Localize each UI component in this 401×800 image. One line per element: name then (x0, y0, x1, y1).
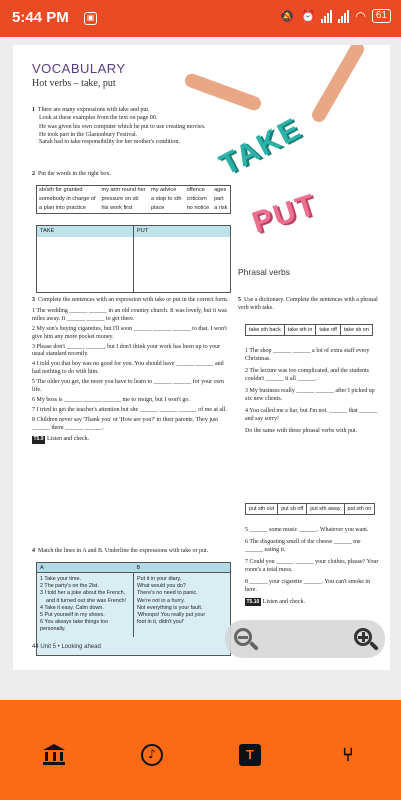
listen-and-check: Listen and check. (47, 435, 90, 442)
word-cell: pressure on sb (101, 196, 139, 202)
ex2-number: 2 (32, 171, 35, 177)
phrasal-chip: take sth back (246, 325, 285, 335)
put-block-art: PUT (248, 188, 322, 240)
match-table (36, 562, 231, 656)
zoom-controls (225, 620, 385, 658)
a-item: 6 You always take things too personally. (40, 619, 109, 633)
signal-icon (321, 10, 332, 23)
ex5-instruction: Use a dictionary. Complete the sentences with a phrasal verb with take. (238, 297, 378, 311)
text-icon[interactable]: T (239, 744, 261, 766)
a-item: and it turned out she was French! (40, 597, 126, 604)
ex3-item: 4 I told you that boy was no good for you. You should have ______ ______ and had nothing to do with him. (32, 361, 224, 376)
ex3-item: 3 Please don't ______ ______, but I don't think your work has been up to your usual standard recently. (32, 343, 221, 358)
exercise-5-items (245, 347, 380, 435)
word-cell: sb/sth for granted (39, 187, 83, 193)
ex1-instruction-2: Look at these examples from the text on page 00. (39, 114, 158, 121)
put-column-cell (134, 237, 230, 293)
column-a (37, 573, 133, 637)
ex1-instruction: There are many expressions with take and put. (37, 107, 150, 113)
phrasal-chip: put sb off (278, 504, 307, 514)
word-cell: somebody in charge of (39, 196, 96, 202)
audio-track-badge: T5.9 (33, 435, 44, 442)
word-cell: his work first (101, 205, 133, 211)
take-block-art: TAKE (214, 111, 308, 182)
zoom-out-button[interactable] (231, 625, 259, 653)
ex3-number: 3 (32, 297, 35, 303)
put-column-header: PUT (137, 228, 149, 234)
signal-2-icon (338, 10, 349, 23)
ex5-item: 3 My business really ______ ______ after I picked up six new clients. (245, 388, 375, 402)
section-title: VOCABULARY (32, 61, 126, 76)
exercise-5-put-items (245, 526, 380, 606)
phrasal-chip: put sth out (246, 504, 278, 514)
exercise-3 (32, 297, 232, 444)
notification-app-icon: ▣ (84, 12, 97, 25)
listen-and-check: Listen and check. (262, 599, 305, 605)
wifi-icon: ◠ (355, 9, 366, 23)
ex5-put-item: 8 ______ your cigarette ______. You can't smoke in here. (245, 579, 371, 593)
ex3-item: 5 The older you get, the more you have to learn to ______ ______ for your own life. (32, 379, 225, 394)
phrasal-chip: take sb on (343, 327, 369, 333)
music-icon[interactable]: ♪ (141, 744, 163, 766)
ex5-put-item: 6 The disgusting smell of the cheese ______ me ______ eating it. (245, 539, 361, 553)
word-cell: place (151, 205, 165, 211)
a-item: 2 The party's on the 2lst. (40, 583, 99, 590)
column-a-header: A (40, 564, 44, 571)
page-footer: 44 Unit 5 • Looking ahead (32, 644, 101, 650)
ex1-number: 1 (32, 107, 35, 113)
b-item: What would you do? (137, 583, 186, 590)
b-item: foot in it, didn't you!' (137, 619, 185, 626)
b-item: Not everything is your fault. (137, 604, 203, 611)
word-cell: no notice (186, 205, 210, 211)
b-item: We're not in a hurry. (137, 597, 185, 604)
word-cell: my arm round her (101, 187, 146, 193)
b-item: There's no need to panic. (137, 590, 198, 597)
phrasal-chip: put sth away (307, 504, 344, 514)
phrasal-chip: take off (316, 325, 341, 335)
word-cell: a risk (214, 205, 228, 211)
ex1-line: He was given his own computer which he put to use creating movies. (39, 124, 206, 131)
phrasal-chip: put sth on (347, 506, 372, 512)
word-cell: a plan into practice (39, 205, 86, 211)
exercise-5-instruction (238, 297, 378, 312)
right-arm-shape (309, 45, 366, 124)
b-item: Put it in your diary. (137, 576, 182, 582)
ex3-item: 7 I tried to get the teacher's attention but she ______ ______ ______ of me at all. (32, 406, 227, 413)
word-cell: part (214, 196, 224, 202)
b-item: 'Whoops! You really put your (137, 612, 206, 619)
a-item: 1 Take your time. (40, 576, 81, 582)
bottom-navigation (0, 700, 401, 800)
ex1-line: Sarah had to take responsibility for her mother's condition. (39, 139, 180, 146)
ex5-put-item: 7 Could you ______ ______ your clothes, please? Your room's a total mess. (245, 559, 379, 573)
status-icons (279, 9, 391, 23)
fork-icon[interactable]: ⑂ (342, 744, 354, 766)
ex3-item: 1 The wedding ______ ______ in an old country church. It was lovely, but it was miles away. It ______ ______ to get there. (32, 307, 227, 322)
column-b (133, 573, 230, 637)
battery-icon: 61 (372, 9, 391, 23)
textbook-page[interactable] (13, 45, 390, 670)
ex1-line: He took part in the Glastonbury Festival. (39, 131, 138, 138)
take-phrasal-chips (245, 324, 373, 336)
phrasal-chip: take sth in (285, 325, 317, 335)
status-time: 5:44 PM (12, 9, 69, 26)
a-item: 5 Put yourself in my shoes. (40, 612, 105, 619)
ex4-instruction: Match the lines in A and B. Underline the expressions with take or put. (38, 548, 209, 554)
zoom-in-button[interactable] (351, 625, 379, 653)
a-item: 3 I told her a joke about the French, (40, 590, 126, 597)
take-column-header: TAKE (37, 226, 134, 237)
exercise-1 (32, 107, 232, 147)
word-cell: criticism (186, 196, 207, 202)
ex3-item: 2 My son's buying cigarettes, but I'll soon ______ ______ ______ to that. I won't give him any more pocket money. (32, 325, 227, 340)
a-item: 4 Take it easy. Calm down. (40, 604, 104, 611)
word-cell: ages (214, 187, 227, 193)
ex3-instruction: Complete the sentences with an expression with take or put in the correct form. (38, 297, 229, 303)
word-cell: offence (186, 187, 205, 193)
word-cell: a stop to sth (151, 196, 182, 202)
ex3-item: 8 Children never say 'Thank you' or 'How are you?' to their parents. They just ______ them ______ ______. (32, 416, 218, 431)
exercise-4-instruction (32, 548, 232, 556)
word-cell: my advice (151, 187, 177, 193)
column-b-header: B (136, 564, 141, 571)
audio-track-badge: T5.10 (246, 599, 260, 605)
take-column-cell (37, 237, 134, 293)
library-icon[interactable] (43, 744, 65, 766)
put-phrasal-chips (245, 503, 375, 515)
ex5-item: 4 You called me a liar, but I'm not. ______ that ______ and say sorry! (245, 408, 378, 422)
alarm-icon: ⏰ (300, 9, 316, 23)
ex5-number: 5 (238, 297, 241, 303)
take-put-table (36, 225, 231, 293)
ex4-number: 4 (32, 548, 35, 554)
status-bar (0, 0, 401, 37)
ex2-instruction: Put the words in the right box. (38, 171, 111, 177)
word-box (36, 185, 231, 214)
mute-icon: 🔕 (279, 9, 295, 23)
exercise-2-instruction (32, 171, 111, 179)
ex5-item: 1 The shop ______ ______ a lot of extra staff every Christmas. (245, 348, 370, 362)
ex5-put-item: 5 ______ some music ______. Whatever you want. (245, 527, 369, 533)
ex5-item: 2 The lecture was too complicated, and the students couldn't ______ it all ______. (245, 368, 370, 382)
phrasal-verbs-heading: Phrasal verbs (238, 267, 290, 277)
ex3-item: 6 My boss is ______ ______ ______ me to resign, but I won't go. (32, 396, 190, 403)
ex5-put-instruction: Do the same with these phrasal verbs with put. (245, 428, 358, 434)
section-subtitle: Hot verbs – take, put (32, 78, 116, 89)
